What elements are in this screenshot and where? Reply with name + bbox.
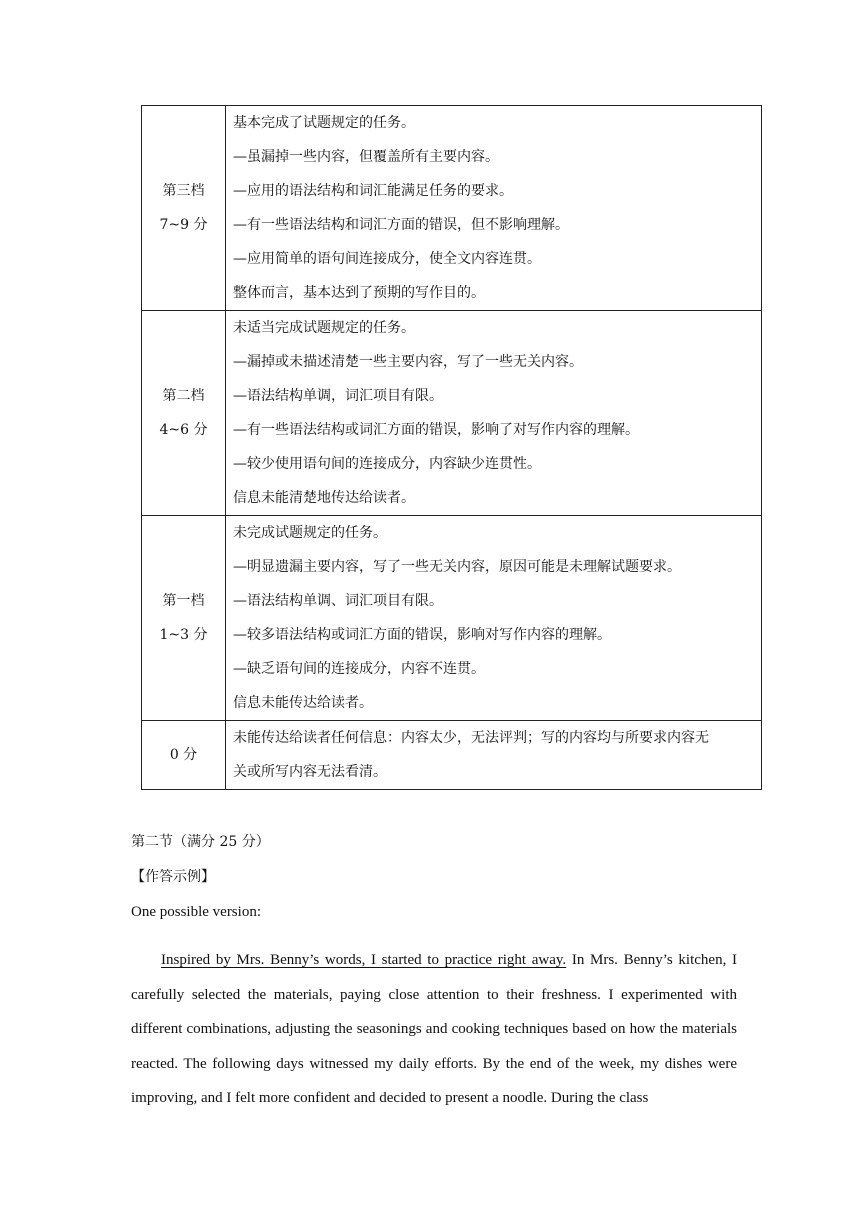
- rubric-row-level-3: [142, 106, 762, 311]
- description-line: —明显遗漏主要内容，写了一些无关内容，原因可能是未理解试题要求。: [233, 559, 681, 575]
- scoring-rubric-table: [141, 105, 762, 790]
- description-line: 基本完成了试题规定的任务。: [233, 115, 415, 131]
- level-name: 第三档: [162, 183, 205, 199]
- description-line: —应用简单的语句间连接成分，使全文内容连贯。: [233, 251, 541, 267]
- description-line: 整体而言，基本达到了预期的写作目的。: [233, 285, 485, 301]
- description-line: —缺乏语句间的连接成分，内容不连贯。: [233, 661, 485, 677]
- sample-essay-paragraph: [131, 943, 737, 1116]
- essay-body: In Mrs. Benny’s kitchen, I carefully selected the materials, paying close attention to their freshness. I experimented with different combinations, adjusting the seasonings and cooking techniques based on how the materials reacted. The following days witnessed my daily efforts. By the end of the week, my dishes were improving, and I felt more confident and decided to present a noodle. During the class: [131, 952, 737, 1106]
- level-description: [226, 311, 762, 516]
- description-line: —应用的语法结构和词汇能满足任务的要求。: [233, 183, 513, 199]
- level-score: 0 分: [169, 747, 198, 763]
- underlined-opening-sentence: Inspired by Mrs. Benny’s words, I started to practice right away.: [161, 952, 567, 968]
- description-line: —有一些语法结构或词汇方面的错误，影响了对写作内容的理解。: [233, 422, 639, 438]
- level-cell: [142, 311, 226, 516]
- sample-label: 【作答示例】: [131, 869, 215, 885]
- description-line: —有一些语法结构和词汇方面的错误，但不影响理解。: [233, 217, 569, 233]
- level-name: 第一档: [162, 593, 205, 609]
- level-cell: [142, 721, 226, 790]
- description-line: 未完成试题规定的任务。: [233, 525, 387, 541]
- rubric-row-level-1: [142, 516, 762, 721]
- description-line: 信息未能清楚地传达给读者。: [233, 490, 415, 506]
- description-line: 信息未能传达给读者。: [233, 695, 373, 711]
- description-line: —漏掉或未描述清楚一些主要内容，写了一些无关内容。: [233, 354, 583, 370]
- level-score: 7~9 分: [159, 217, 208, 233]
- level-cell: [142, 516, 226, 721]
- rubric-row-level-2: [142, 311, 762, 516]
- level-cell: [142, 106, 226, 311]
- description-line: —语法结构单调、词汇项目有限。: [233, 593, 443, 609]
- level-description: [226, 106, 762, 311]
- description-line: —虽漏掉一些内容，但覆盖所有主要内容。: [233, 149, 499, 165]
- description-line: —较多语法结构或词汇方面的错误，影响对写作内容的理解。: [233, 627, 611, 643]
- level-description: [226, 721, 762, 790]
- section-title: 第二节（满分 25 分）: [131, 834, 270, 850]
- level-name: 第二档: [162, 388, 205, 404]
- description-line: 关或所写内容无法看清。: [233, 764, 387, 780]
- level-score: 1~3 分: [159, 627, 208, 643]
- description-line: 未适当完成试题规定的任务。: [233, 320, 415, 336]
- description-line: —语法结构单调，词汇项目有限。: [233, 388, 443, 404]
- description-line: —较少使用语句间的连接成分，内容缺少连贯性。: [233, 456, 541, 472]
- version-label: One possible version:: [131, 904, 261, 920]
- description-line: 未能传达给读者任何信息：内容太少，无法评判；写的内容均与所要求内容无: [233, 730, 709, 746]
- rubric-row-level-0: [142, 721, 762, 790]
- level-description: [226, 516, 762, 721]
- level-score: 4~6 分: [159, 422, 208, 438]
